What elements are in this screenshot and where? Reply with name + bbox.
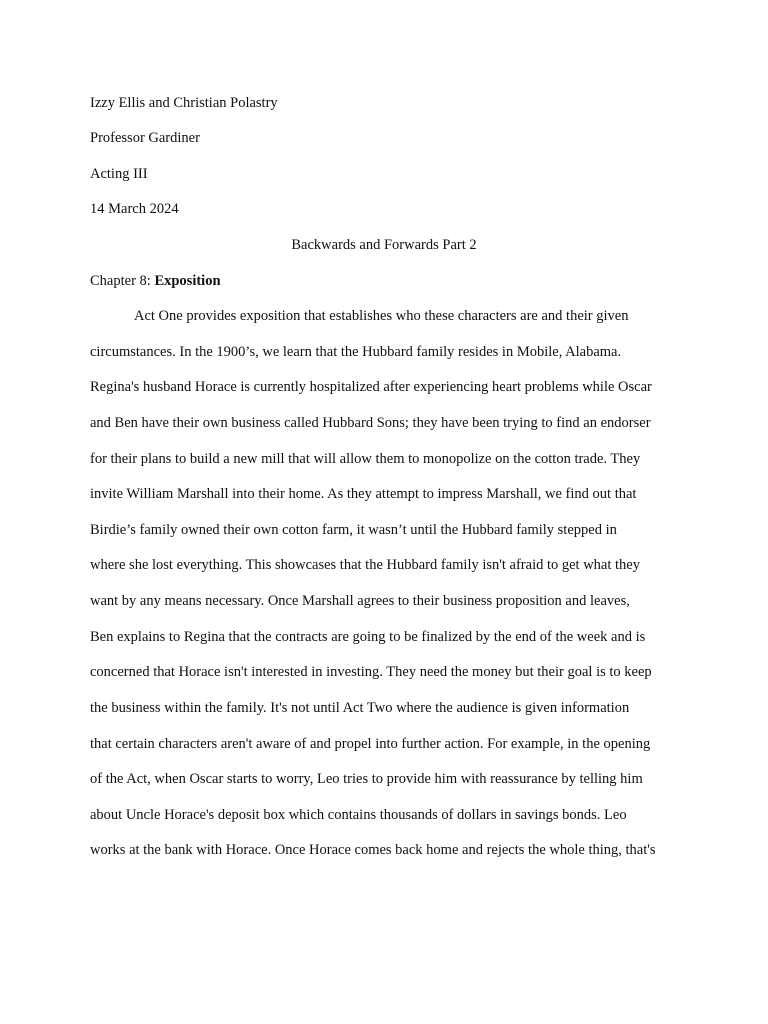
body-line: Act One provides exposition that establishes who these characters are and their given bbox=[134, 308, 629, 324]
body-line: where she lost everything. This showcases that the Hubbard family isn't afraid to get what they bbox=[90, 557, 640, 573]
body-line: and Ben have their own business called Hubbard Sons; they have been trying to find an endorser bbox=[90, 415, 651, 431]
document-title: Backwards and Forwards Part 2 bbox=[291, 237, 477, 253]
section-prefix: Chapter 8: bbox=[90, 273, 155, 289]
section-heading-text: Exposition bbox=[154, 273, 221, 289]
body-line: of the Act, when Oscar starts to worry, Leo tries to provide him with reassurance by telling him bbox=[90, 771, 643, 787]
body-line: about Uncle Horace's deposit box which contains thousands of dollars in savings bonds. Leo bbox=[90, 807, 627, 823]
section-heading bbox=[90, 272, 221, 290]
body-line: want by any means necessary. Once Marshall agrees to their business proposition and leaves, bbox=[90, 593, 630, 609]
body-line: concerned that Horace isn't interested in investing. They need the money but their goal is to keep bbox=[90, 664, 652, 680]
professor-line: Professor Gardiner bbox=[90, 130, 200, 146]
body-line: Birdie’s family owned their own cotton farm, it wasn’t until the Hubbard family stepped in bbox=[90, 522, 617, 538]
body-line: the business within the family. It's not until Act Two where the audience is given information bbox=[90, 700, 630, 716]
body-line: for their plans to build a new mill that will allow them to monopolize on the cotton trade. They bbox=[90, 451, 641, 467]
body-line: Regina's husband Horace is currently hospitalized after experiencing heart problems while Oscar bbox=[90, 379, 652, 395]
body-line: Ben explains to Regina that the contracts are going to be finalized by the end of the week and is bbox=[90, 629, 646, 645]
course-line: Acting III bbox=[90, 166, 148, 182]
date-line: 14 March 2024 bbox=[90, 201, 179, 217]
body-line: that certain characters aren't aware of and propel into further action. For example, in the opening bbox=[90, 736, 651, 752]
body-line: invite William Marshall into their home. As they attempt to impress Marshall, we find out that bbox=[90, 486, 637, 502]
body-line: circumstances. In the 1900’s, we learn that the Hubbard family resides in Mobile, Alabama. bbox=[90, 344, 622, 360]
author-line: Izzy Ellis and Christian Polastry bbox=[90, 95, 278, 111]
body-line: works at the bank with Horace. Once Horace comes back home and rejects the whole thing, that's bbox=[90, 842, 656, 858]
